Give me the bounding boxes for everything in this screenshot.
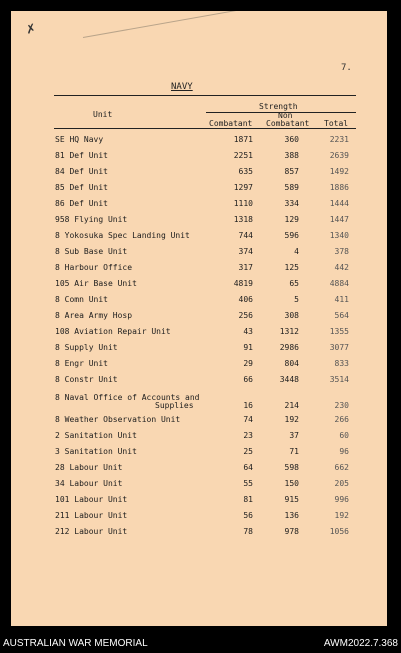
non-combatant-value: 136: [284, 511, 299, 520]
unit-name: 8 Area Army Hosp: [55, 311, 133, 320]
table-row: [11, 263, 387, 277]
non-combatant-value: 388: [284, 151, 299, 160]
table-title: NAVY: [171, 82, 193, 92]
unit-name: 8 Weather Observation Unit: [55, 415, 181, 424]
table-row: [11, 511, 387, 525]
document-page: [11, 11, 387, 626]
unit-name: 101 Labour Unit: [55, 495, 128, 504]
table-row: [11, 359, 387, 373]
total-value: 1886: [329, 183, 349, 192]
header-rule: [54, 128, 356, 129]
total-value: 833: [334, 359, 349, 368]
unit-name: 8 Yokosuka Spec Landing Unit: [55, 231, 190, 240]
total-value: 1492: [329, 167, 349, 176]
non-combatant-header-line2: Combatant: [266, 119, 310, 128]
unit-name: 3 Sanitation Unit: [55, 447, 137, 456]
combatant-value: 64: [243, 463, 253, 472]
total-value: 1355: [329, 327, 349, 336]
table-row: [11, 375, 387, 389]
unit-name: 8 Harbour Office: [55, 263, 133, 272]
combatant-value: 406: [238, 295, 253, 304]
non-combatant-value: 804: [284, 359, 299, 368]
unit-name-continued: Supplies: [155, 401, 194, 410]
non-combatant-value: 857: [284, 167, 299, 176]
non-combatant-value: 4: [294, 247, 299, 256]
non-combatant-value: 5: [294, 295, 299, 304]
unit-name: 108 Aviation Repair Unit: [55, 327, 171, 336]
combatant-value: 78: [243, 527, 253, 536]
page-number: 7.: [341, 63, 352, 73]
total-header: Total: [324, 119, 349, 128]
unit-name: 8 Comn Unit: [55, 295, 108, 304]
non-combatant-value: 915: [284, 495, 299, 504]
total-value: 411: [334, 295, 349, 304]
table-row: [11, 135, 387, 149]
combatant-value: 29: [243, 359, 253, 368]
table-row: [11, 343, 387, 357]
table-row: [11, 199, 387, 213]
unit-header: Unit: [93, 110, 113, 119]
non-combatant-value: 125: [284, 263, 299, 272]
unit-name: 2 Sanitation Unit: [55, 431, 137, 440]
table-row: [11, 327, 387, 341]
combatant-value: 16: [243, 401, 253, 410]
table-row: [11, 215, 387, 229]
total-value: 378: [334, 247, 349, 256]
total-value: 662: [334, 463, 349, 472]
combatant-value: 55: [243, 479, 253, 488]
non-combatant-header-line1: Non: [278, 111, 293, 120]
combatant-value: 374: [238, 247, 253, 256]
pencil-mark: ✗: [23, 18, 38, 38]
total-value: 230: [334, 401, 349, 410]
unit-name: 85 Def Unit: [55, 183, 108, 192]
total-value: 266: [334, 415, 349, 424]
unit-name: 8 Engr Unit: [55, 359, 108, 368]
unit-name: 212 Labour Unit: [55, 527, 128, 536]
combatant-value: 4819: [233, 279, 253, 288]
non-combatant-value: 65: [289, 279, 299, 288]
non-combatant-value: 71: [289, 447, 299, 456]
table-row: [11, 495, 387, 509]
combatant-value: 74: [243, 415, 253, 424]
total-value: 2231: [329, 135, 349, 144]
table-row: [11, 151, 387, 165]
unit-name: 8 Naval Office of Accounts and: [55, 393, 200, 402]
unit-name: 81 Def Unit: [55, 151, 108, 160]
unit-name: SE HQ Navy: [55, 135, 104, 144]
table-row: [11, 279, 387, 293]
title-rule: [54, 95, 356, 96]
combatant-value: 1871: [233, 135, 253, 144]
table-row: [11, 479, 387, 493]
non-combatant-value: 150: [284, 479, 299, 488]
total-value: 996: [334, 495, 349, 504]
table-row: [11, 311, 387, 325]
combatant-value: 744: [238, 231, 253, 240]
non-combatant-value: 214: [284, 401, 299, 410]
total-value: 96: [339, 447, 349, 456]
total-value: 442: [334, 263, 349, 272]
total-value: 1447: [329, 215, 349, 224]
non-combatant-value: 3448: [279, 375, 299, 384]
table-row: [11, 447, 387, 461]
total-value: 1340: [329, 231, 349, 240]
combatant-value: 56: [243, 511, 253, 520]
combatant-value: 256: [238, 311, 253, 320]
combatant-value: 2251: [233, 151, 253, 160]
table-row: [11, 431, 387, 445]
table-row: [11, 463, 387, 477]
non-combatant-value: 589: [284, 183, 299, 192]
table-row: [11, 295, 387, 309]
total-value: 1444: [329, 199, 349, 208]
non-combatant-value: 334: [284, 199, 299, 208]
table-row: [11, 183, 387, 197]
total-value: 60: [339, 431, 349, 440]
unit-name: 105 Air Base Unit: [55, 279, 137, 288]
combatant-header: Combatant: [209, 119, 253, 128]
combatant-value: 91: [243, 343, 253, 352]
combatant-value: 1318: [233, 215, 253, 224]
non-combatant-value: 129: [284, 215, 299, 224]
total-value: 3514: [329, 375, 349, 384]
table-row: [11, 527, 387, 541]
footer: [0, 634, 401, 653]
unit-name: 211 Labour Unit: [55, 511, 128, 520]
strength-header: Strength: [259, 102, 298, 111]
footer-credit: AUSTRALIAN WAR MEMORIAL: [3, 638, 148, 649]
unit-name: 958 Flying Unit: [55, 215, 128, 224]
footer-accession: AWM2022.7.368: [323, 638, 398, 649]
unit-name: 34 Labour Unit: [55, 479, 123, 488]
total-value: 2639: [329, 151, 349, 160]
combatant-value: 23: [243, 431, 253, 440]
table-row: [11, 231, 387, 245]
total-value: 4884: [329, 279, 349, 288]
combatant-value: 1110: [233, 199, 253, 208]
table-row: [11, 247, 387, 261]
non-combatant-value: 2986: [279, 343, 299, 352]
total-value: 564: [334, 311, 349, 320]
table-row: [11, 167, 387, 181]
non-combatant-value: 192: [284, 415, 299, 424]
total-value: 192: [334, 511, 349, 520]
non-combatant-value: 37: [289, 431, 299, 440]
unit-name: 8 Sub Base Unit: [55, 247, 128, 256]
unit-name: 8 Constr Unit: [55, 375, 118, 384]
non-combatant-value: 596: [284, 231, 299, 240]
non-combatant-value: 1312: [279, 327, 299, 336]
non-combatant-value: 308: [284, 311, 299, 320]
pencil-line: [83, 11, 272, 38]
non-combatant-value: 360: [284, 135, 299, 144]
combatant-value: 635: [238, 167, 253, 176]
combatant-value: 25: [243, 447, 253, 456]
total-value: 205: [334, 479, 349, 488]
unit-name: 28 Labour Unit: [55, 463, 123, 472]
combatant-value: 66: [243, 375, 253, 384]
total-value: 3077: [329, 343, 349, 352]
table-row: [11, 393, 387, 410]
unit-name: 84 Def Unit: [55, 167, 108, 176]
combatant-value: 43: [243, 327, 253, 336]
total-value: 1056: [329, 527, 349, 536]
unit-name: 8 Supply Unit: [55, 343, 118, 352]
non-combatant-value: 978: [284, 527, 299, 536]
table-row: [11, 415, 387, 429]
combatant-value: 1297: [233, 183, 253, 192]
combatant-value: 317: [238, 263, 253, 272]
unit-name: 86 Def Unit: [55, 199, 108, 208]
non-combatant-value: 598: [284, 463, 299, 472]
combatant-value: 81: [243, 495, 253, 504]
